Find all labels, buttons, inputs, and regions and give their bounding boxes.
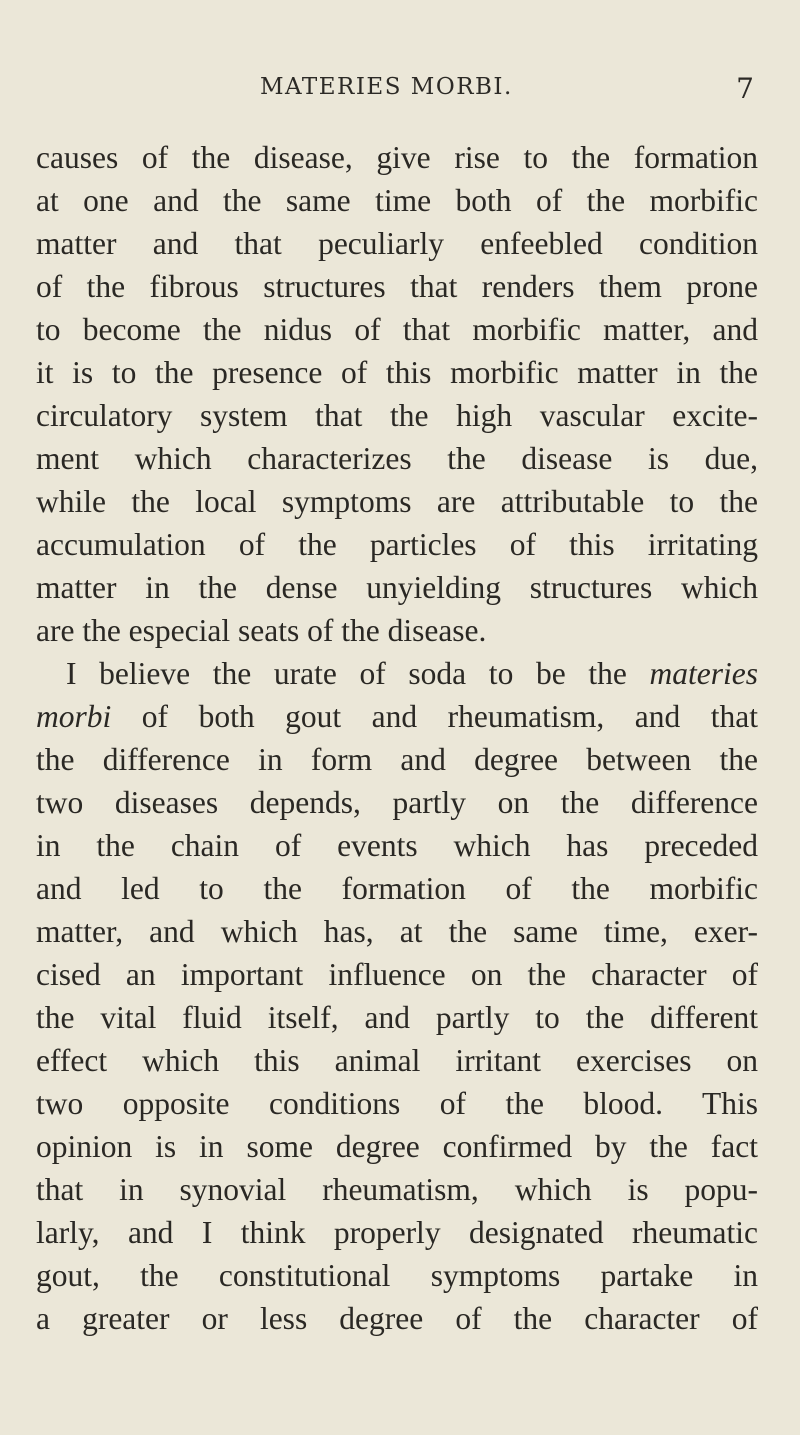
body-text: [36, 136, 758, 1340]
text-line: matter and that peculiarly enfeebled condition: [36, 226, 758, 261]
text-line: to become the nidus of that morbific matter, and: [36, 312, 758, 347]
text-line: that in synovial rheumatism, which is popu-: [36, 1172, 758, 1207]
text-line: a greater or less degree of the character of: [36, 1301, 758, 1336]
text-line: larly, and I think properly designated rheumatic: [36, 1215, 758, 1250]
text-line: while the local symptoms are attributable to the: [36, 484, 758, 519]
page-number: 7: [736, 72, 754, 105]
text-line: circulatory system that the high vascular excite-: [36, 398, 758, 433]
text-line: at one and the same time both of the morbific: [36, 183, 758, 218]
text-line: the vital fluid itself, and partly to the different: [36, 1000, 758, 1035]
text-line: ment which characterizes the disease is due,: [36, 441, 758, 476]
page-header: [36, 74, 754, 114]
text-line: cised an important influence on the character of: [36, 957, 758, 992]
text-line: two opposite conditions of the blood. This: [36, 1086, 758, 1121]
text-line: effect which this animal irritant exercises on: [36, 1043, 758, 1078]
text-line: gout, the constitutional symptoms partake in: [36, 1258, 758, 1293]
text-line: matter, and which has, at the same time, exer-: [36, 914, 758, 949]
text-line: [36, 695, 758, 738]
text-line: it is to the presence of this morbific matter in the: [36, 355, 758, 390]
text-line: in the chain of events which has preceded: [36, 828, 758, 863]
text-line: causes of the disease, give rise to the formation: [36, 140, 758, 175]
text-line: two diseases depends, partly on the difference: [36, 785, 758, 820]
running-head: MATERIES MORBI.: [260, 74, 513, 100]
text-line: and led to the formation of the morbific: [36, 871, 758, 906]
text-segment: of both gout and rheumatism, and that: [141, 699, 758, 734]
text-line: are the especial seats of the disease.: [36, 613, 487, 648]
text-line: opinion is in some degree confirmed by the fact: [36, 1129, 758, 1164]
text-line: of the fibrous structures that renders them prone: [36, 269, 758, 304]
text-line: the difference in form and degree between the: [36, 742, 758, 777]
text-line: [36, 652, 758, 695]
italic-term: morbi: [36, 699, 112, 734]
italic-term: materies: [649, 656, 759, 691]
text-segment: I believe the urate of soda to be the: [66, 656, 627, 691]
text-line: accumulation of the particles of this irritating: [36, 527, 758, 562]
text-line: matter in the dense unyielding structures which: [36, 570, 758, 605]
